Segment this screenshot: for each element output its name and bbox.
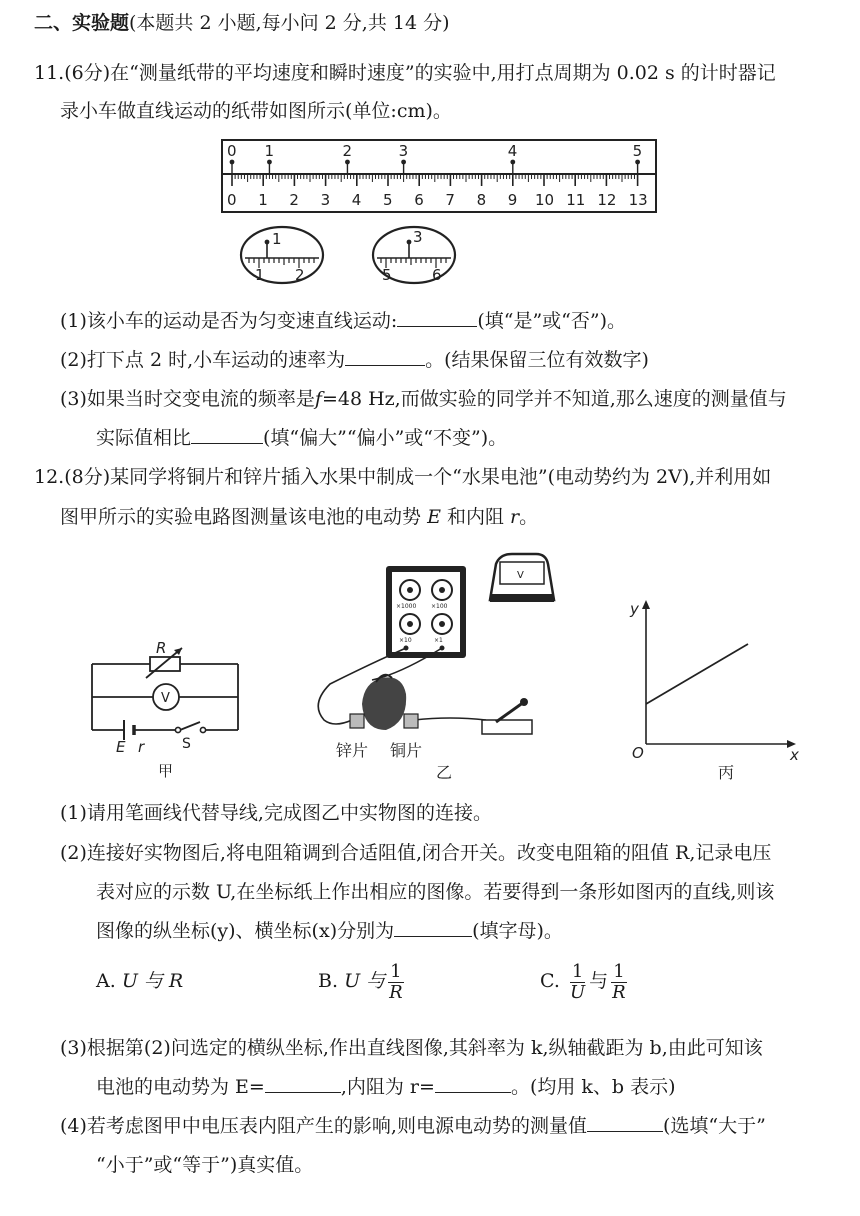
q12-sub3-E-blank[interactable] bbox=[265, 1074, 341, 1093]
q12-sub3-r-blank[interactable] bbox=[435, 1074, 511, 1093]
q12-sub2-text: 图像的纵坐标(y)、横坐标(x)分别为 bbox=[96, 920, 395, 942]
option-a-label: A. bbox=[96, 970, 116, 992]
q12-stem-line1 bbox=[34, 464, 771, 490]
magnifier-left-scale-1: 1 bbox=[255, 266, 265, 284]
option-c-frac1-num: 1 bbox=[571, 960, 584, 982]
switch-contact-left bbox=[175, 727, 180, 732]
q11-sub2-answer-blank[interactable] bbox=[345, 347, 425, 366]
label-zinc: 锌片 bbox=[336, 741, 369, 760]
graph-label-y: y bbox=[630, 600, 639, 618]
ruler-scale-label: 1 bbox=[258, 191, 268, 209]
q11-sub1-text: (1)该小车的运动是否为匀变速直线运动: bbox=[60, 310, 398, 332]
label-R: R bbox=[156, 639, 167, 657]
magnifier-right-point-label: 3 bbox=[413, 228, 423, 246]
option-c-fraction-1 bbox=[568, 962, 587, 1003]
q12-sub4-line1 bbox=[60, 1113, 766, 1139]
magnifier-left-lens bbox=[241, 227, 323, 283]
knife-switch-base bbox=[482, 720, 532, 734]
q11-sub1-answer-blank[interactable] bbox=[397, 308, 477, 327]
tape-point-label: 0 bbox=[227, 142, 237, 160]
tape-point-label: 2 bbox=[342, 142, 352, 160]
q12-sub2-hint: (填字母)。 bbox=[472, 920, 563, 942]
q12-sub3-text2: ,内阻为 r= bbox=[340, 1076, 435, 1098]
knife-switch-blade bbox=[496, 702, 524, 722]
ruler-scale-label: 8 bbox=[476, 191, 487, 209]
option-c[interactable] bbox=[540, 958, 630, 1004]
ruler-scale-label: 11 bbox=[566, 191, 586, 209]
caption-bing: 丙 bbox=[718, 763, 735, 782]
q12-sub2-line3 bbox=[96, 918, 563, 944]
q12-stem2-r: r bbox=[510, 506, 520, 528]
q12-sub4-line2: “小于”或“等于”)真实值。 bbox=[96, 1154, 314, 1176]
q11-sub3-f: f bbox=[314, 388, 322, 410]
q12-stem2-c: 。 bbox=[519, 506, 539, 528]
knife-switch-handle bbox=[520, 698, 528, 706]
q11-sub2-text: (2)打下点 2 时,小车运动的速率为 bbox=[60, 349, 346, 371]
q12-sub2-line1: (2)连接好实物图后,将电阻箱调到合适阻值,闭合开关。改变电阻箱的阻值 R,记录电压 bbox=[60, 842, 772, 864]
option-b-frac-den: R bbox=[389, 981, 403, 1003]
box-label-10: ×10 bbox=[399, 637, 412, 644]
option-c-frac1-den: U bbox=[569, 981, 586, 1003]
q12-sub4-text: (4)若考虑图甲中电压表内阻产生的影响,则电源电动势的测量值 bbox=[60, 1115, 587, 1137]
q11-sub2-hint: 。(结果保留三位有效数字) bbox=[425, 349, 649, 371]
ruler-scale-label: 2 bbox=[289, 191, 299, 209]
option-c-text: 与 bbox=[589, 970, 609, 992]
option-b-text: U 与 bbox=[344, 970, 386, 992]
option-b-frac-num: 1 bbox=[390, 960, 402, 982]
tape-ruler-figure bbox=[220, 138, 660, 216]
q11-sub3-text3: 实际值相比 bbox=[96, 427, 192, 449]
tape-point-label: 4 bbox=[507, 142, 518, 160]
box-label-1: ×1 bbox=[434, 637, 443, 644]
q11-sub3-line2 bbox=[96, 425, 507, 451]
option-c-frac2-num: 1 bbox=[613, 960, 625, 982]
graph-label-x: x bbox=[790, 746, 799, 764]
q11-sub1-hint: (填“是”或“否”)。 bbox=[477, 310, 627, 332]
ruler-scale-label: 4 bbox=[351, 191, 362, 209]
q11-score: (6分) bbox=[64, 62, 111, 84]
graph-label-origin: O bbox=[632, 744, 644, 762]
graph-y-arrow bbox=[642, 600, 650, 609]
fruit bbox=[362, 677, 406, 730]
q11-sub3-hint: (填“偏大”“偏小”或“不变”)。 bbox=[263, 427, 508, 449]
q12-sub3-text: 电池的电动势为 E= bbox=[96, 1076, 265, 1098]
copper-electrode bbox=[404, 714, 418, 728]
q11-stem: 在“测量纸带的平均速度和瞬时速度”的实验中,用打点周期为 0.02 s 的计时器记 bbox=[110, 62, 776, 84]
tape-point-label: 5 bbox=[632, 142, 643, 160]
section-title: 二、实验题 bbox=[34, 12, 130, 34]
label-copper: 铜片 bbox=[390, 741, 423, 760]
q11-sub1 bbox=[60, 308, 626, 334]
ruler-scale-label: 9 bbox=[507, 191, 518, 209]
switch-blade bbox=[180, 722, 200, 730]
option-c-label: C. bbox=[540, 970, 560, 992]
option-c-fraction-2 bbox=[610, 962, 628, 1003]
caption-jia: 甲 bbox=[158, 762, 174, 780]
ruler-scale-label: 12 bbox=[597, 191, 617, 209]
tape-point-label: 1 bbox=[264, 142, 274, 160]
option-a[interactable] bbox=[96, 968, 183, 994]
tape-point-label: 3 bbox=[398, 142, 409, 160]
magnifier-left-point-label: 1 bbox=[272, 230, 282, 248]
q12-stem-line2 bbox=[60, 504, 538, 530]
ruler-scale-label: 10 bbox=[535, 191, 555, 209]
box-label-100: ×100 bbox=[431, 603, 448, 610]
label-V: V bbox=[161, 691, 170, 706]
zinc-electrode bbox=[350, 714, 364, 728]
graph-figure-bing bbox=[626, 596, 806, 782]
q12-stem: 某同学将铜片和锌片插入水果中制成一个“水果电池”(电动势约为 2V),并利用如 bbox=[110, 466, 772, 488]
q11-number: 11. bbox=[34, 62, 65, 84]
q11-stem-line2: 录小车做直线运动的纸带如图所示(单位:cm)。 bbox=[60, 100, 452, 122]
label-E: E bbox=[116, 738, 126, 756]
circuit-diagram-jia bbox=[82, 636, 250, 786]
voltmeter-base bbox=[490, 594, 554, 602]
q11-sub3-line1 bbox=[60, 386, 787, 412]
graph-line bbox=[646, 644, 748, 704]
magnifier-left-scale-2: 2 bbox=[295, 266, 305, 284]
q12-sub1: (1)请用笔画线代替导线,完成图乙中实物图的连接。 bbox=[60, 802, 492, 824]
q11-sub3-text: (3)如果当时交变电流的频率是 bbox=[60, 388, 315, 410]
option-c-frac2-den: R bbox=[612, 981, 626, 1003]
option-b-fraction bbox=[387, 962, 405, 1003]
magnifier-left-point-dot bbox=[265, 240, 270, 245]
caption-yi: 乙 bbox=[436, 763, 453, 782]
option-b[interactable] bbox=[318, 958, 407, 1004]
section-header bbox=[34, 10, 450, 36]
ruler-scale-label: 13 bbox=[628, 191, 648, 209]
magnifier-right-scale-6: 6 bbox=[432, 266, 442, 284]
ruler-scale-label: 5 bbox=[383, 191, 393, 209]
apparatus-figure-yi bbox=[310, 544, 580, 784]
magnifier-right bbox=[369, 224, 459, 286]
q12-sub4-answer-blank[interactable] bbox=[587, 1113, 663, 1132]
q12-number: 12. bbox=[34, 466, 65, 488]
q12-sub3-hint: 。(均用 k、b 表示) bbox=[510, 1076, 676, 1098]
q12-score: (8分) bbox=[64, 466, 111, 488]
section-note: (本题共 2 小题,每小问 2 分,共 14 分) bbox=[129, 12, 450, 34]
q11-sub3-text2: =48 Hz,而做实验的同学并不知道,那么速度的测量值与 bbox=[321, 388, 787, 410]
q12-sub4-hint: (选填“大于” bbox=[662, 1115, 766, 1137]
voltmeter-label: V bbox=[517, 570, 524, 581]
q11-sub2 bbox=[60, 347, 649, 373]
option-a-text: U 与 R bbox=[121, 970, 184, 992]
ruler-scale-label: 6 bbox=[414, 191, 424, 209]
magnifier-left bbox=[237, 224, 327, 286]
label-S: S bbox=[182, 736, 191, 752]
q12-sub2-answer-blank[interactable] bbox=[394, 918, 472, 937]
q12-sub2-line2: 表对应的示数 U,在坐标纸上作出相应的图像。若要得到一条形如图丙的直线,则该 bbox=[96, 881, 775, 903]
q11-sub3-answer-blank[interactable] bbox=[191, 425, 263, 444]
magnifier-right-point-dot bbox=[407, 240, 412, 245]
magnifier-right-scale-5: 5 bbox=[382, 266, 392, 284]
switch-contact-right bbox=[200, 727, 205, 732]
wire-copper-to-switch bbox=[414, 718, 486, 720]
q12-stem2-b: 和内阻 bbox=[446, 506, 504, 528]
q12-stem2-E: E bbox=[427, 506, 441, 528]
q12-stem2-a: 图甲所示的实验电路图测量该电池的电动势 bbox=[60, 506, 422, 528]
option-b-label: B. bbox=[318, 970, 339, 992]
ruler-scale-label: 0 bbox=[227, 191, 237, 209]
q12-sub3-line1: (3)根据第(2)问选定的横纵坐标,作出直线图像,其斜率为 k,纵轴截距为 b,由此可知该 bbox=[60, 1037, 763, 1059]
ruler-scale-label: 7 bbox=[445, 191, 455, 209]
label-r: r bbox=[138, 738, 145, 756]
q11-stem-line1 bbox=[34, 60, 776, 86]
q12-sub3-line2 bbox=[96, 1074, 676, 1100]
rheostat-body bbox=[150, 657, 180, 671]
box-label-1000: ×1000 bbox=[396, 603, 417, 610]
ruler-scale-label: 3 bbox=[320, 191, 331, 209]
